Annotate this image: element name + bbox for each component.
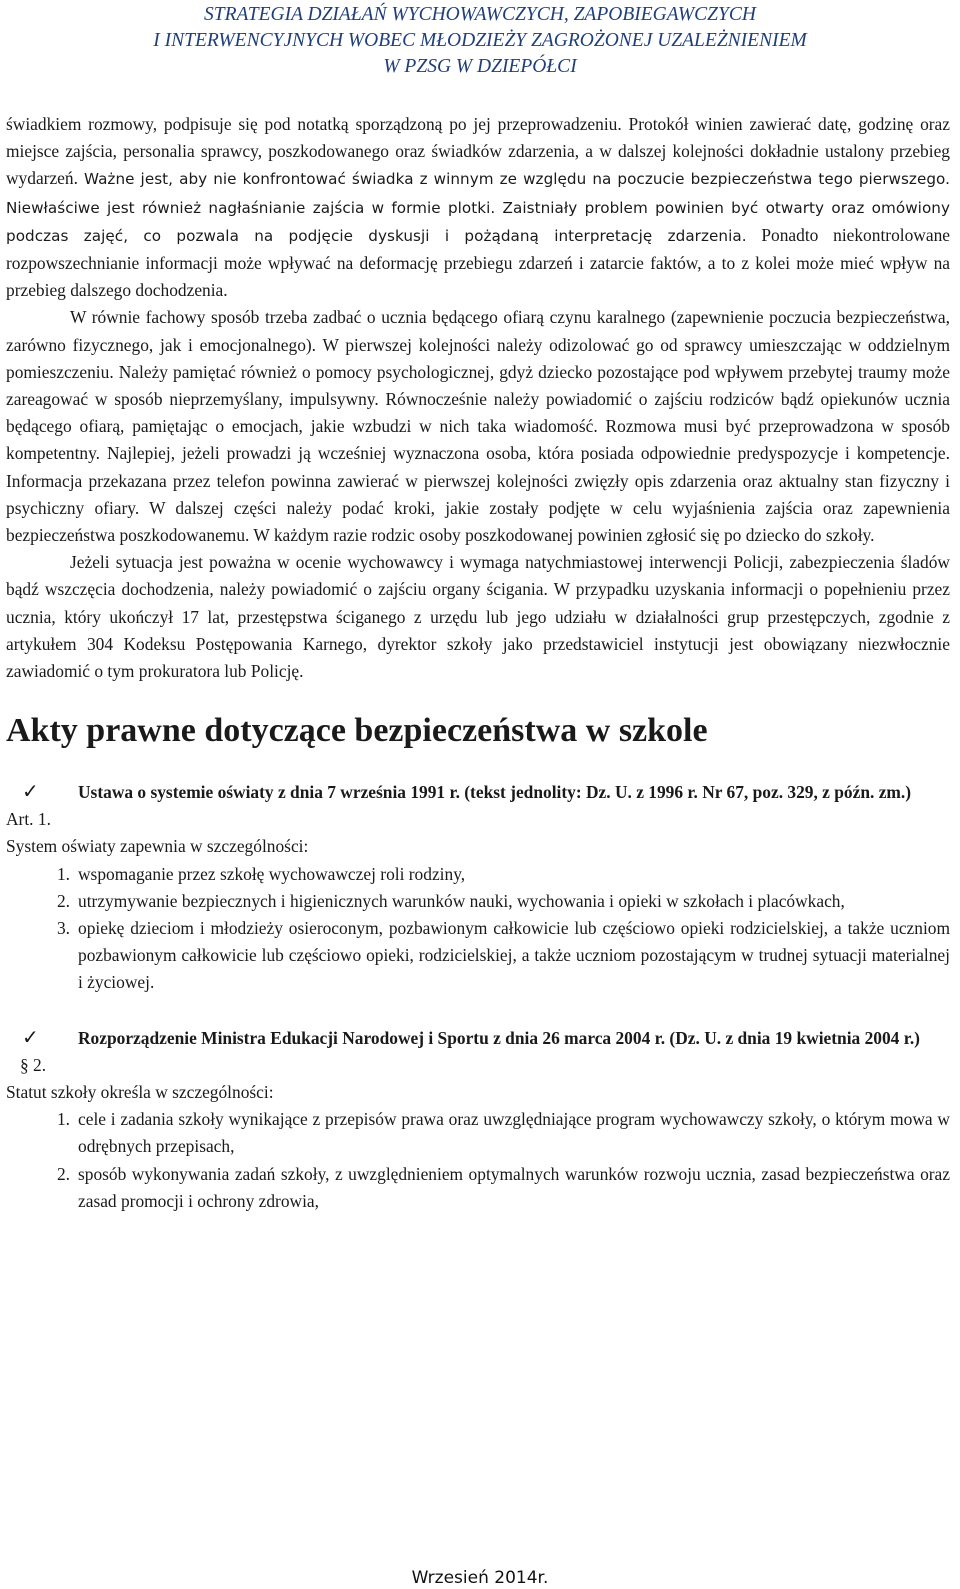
list-item-number: 3. <box>56 918 70 939</box>
paragraph-1-part-b: Ważne jest, aby nie konfrontować świadka z winnym ze względu na poczucie bezpieczeństwa tego pierwszego. Niewłaściwe jest również nagłaśnianie zajścia w formie plotki. Zaistniały problem powinien być otwarty oraz omówiony podczas zajęć, co pozwala na podjęcie dyskusji i pożądaną interpretację zdarzenia. <box>6 170 950 245</box>
list-item-number: 2. <box>56 890 70 911</box>
paragraph-3: Jeżeli sytuacja jest poważna w ocenie wychowawcy i wymaga natychmiastowej interwencji Policji, zabezpieczenia śladów bądź wszczęcia dochodzenia, należy powiadomić o zajściu organy ścigania. W przypadku uzyskania informacji o popełnieniu przez ucznia, który ukończył 17 lat, przestępstwa ściganego z urzędu lub jego udziału w działalności grup przestępczych, zgodnie z artykułem 304 Kodeksu Postępowania Karnego, dyrektor szkoły jako przedstawiciel instytucji jest obowiązany niezwłocznie zawiadomić o tym prokuratora lub Policję. <box>6 552 950 682</box>
list-item-text: wspomaganie przez szkołę wychowawczej roli rodziny, <box>78 863 466 884</box>
act-1-intro: System oświaty zapewnia w szczególności: <box>6 836 309 857</box>
paragraph-1-part-c: Ponadto niekontrolowane rozpowszechnianie informacji może wpływać na deformację przebiegu zdarzeń i zatarcie faktów, a to z kolei może mieć wpływ na przebieg dalszego dochodzenia. <box>6 224 950 301</box>
list-item <box>6 861 950 888</box>
act-2-list <box>6 1106 950 1215</box>
list-item-text: sposób wykonywania zadań szkoły, z uwzględnieniem optymalnych warunków rozwoju ucznia, zasad bezpieczeństwa oraz zasad promocji i ochrony zdrowia, <box>78 1163 950 1211</box>
header-line-1: STRATEGIA DZIAŁAŃ WYCHOWAWCZYCH, ZAPOBIEGAWCZYCH <box>204 4 756 25</box>
list-item <box>6 1106 950 1160</box>
list-item-number: 1. <box>56 863 70 884</box>
act-1-article: Art. 1. <box>6 809 51 830</box>
act-1-list <box>6 861 950 997</box>
document-header <box>0 2 960 80</box>
act-1-title: Ustawa o systemie oświaty z dnia 7 września 1991 r. (tekst jednolity: Dz. U. z 1996 r. Nr 67, poz. 329, z późn. zm.) <box>78 782 912 803</box>
list-item-text: cele i zadania szkoły wynikające z przepisów prawa oraz uwzględniające program wychowawczy szkoły, o którym mowa w odrębnych przepisach, <box>78 1109 950 1157</box>
list-item <box>6 915 950 997</box>
header-line-3: W PZSG W DZIEPÓŁCI <box>383 56 577 77</box>
list-item-text: utrzymywanie bezpiecznych i higienicznych warunków nauki, wychowania i opieki w szkołach i placówkach, <box>78 890 845 911</box>
page-footer-date: Wrzesień 2014r. <box>411 1568 549 1588</box>
list-item-number: 1. <box>56 1109 70 1130</box>
section-title: Akty prawne dotyczące bezpieczeństwa w szkole <box>6 712 708 750</box>
list-item-text: opiekę dzieciom i młodzieży osieroconym, pozbawionym całkowicie lub częściowo opieki rodzicielskiej, a także uczniom pozbawionym całkowicie lub częściowo opieki, rodzicielskiej, a także uczniom pozostającym w trudnej sytuacji materialnej i życiowej. <box>78 918 950 993</box>
checkmark-icon: ✓ <box>22 781 39 804</box>
header-line-2: I INTERWENCYJNYCH WOBEC MŁODZIEŻY ZAGROŻONEJ UZALEŻNIENIEM <box>153 30 807 51</box>
act-2-section: § 2. <box>20 1054 47 1075</box>
act-2-heading <box>6 1025 950 1052</box>
paragraph-1-part-a: świadkiem rozmowy, podpisuje się pod notatką sporządzoną po jej przeprowadzeniu. Protokół winien zawierać datę, godzinę oraz miejsce zajścia, personalia sprawcy, poszkodowanego oraz świadków zdarzenia, a w dalszej kolejności dokładnie ustalony przebieg wydarzeń. <box>6 114 950 189</box>
checkmark-icon: ✓ <box>22 1026 39 1049</box>
act-1-heading <box>6 779 950 806</box>
act-2-intro: Statut szkoły określa w szczególności: <box>6 1081 274 1102</box>
paragraph-1 <box>6 111 950 304</box>
list-item <box>6 888 950 915</box>
list-item <box>6 1161 950 1215</box>
paragraph-2: W równie fachowy sposób trzeba zadbać o ucznia będącego ofiarą czynu karalnego (zapewnienie poczucia bezpieczeństwa, zarówno fizycznego, jak i emocjonalnego). W pierwszej kolejności należy odizolować go od sprawcy umieszczając w oddzielnym pomieszczeniu. Należy pamiętać również o pomocy psychologicznej, gdyż dziecko pozostające pod wpływem przebytej traumy może zareagować w sposób nieprzemyślany, impulsywny. Równocześnie należy powiadomić o zajściu rodziców bądź opiekunów ucznia będącego ofiarą, pamiętając o emocjach, jakie wzbudzi w nich taka wiadomość. Rozmowa musi być przeprowadzona w sposób kompetentny. Najlepiej, jeżeli prowadzi ją wcześniej wyznaczona osoba, która posiada odpowiednie predyspozycje i kompetencje. Informacja przekazana przez telefon powinna zawierać w pierwszej kolejności zwięzły opis zdarzenia oraz aktualny stan fizyczny i psychiczny ofiary. W dalszej części należy podać kroki, jakie zostały podjęte w celu wyjaśnienia zajścia oraz zapewnienia bezpieczeństwa poszkodowanemu. W każdym razie rodzic osoby poszkodowanej powinien zgłosić się po dziecko do szkoły. <box>6 307 950 546</box>
document-body <box>6 111 950 1215</box>
list-item-number: 2. <box>56 1163 70 1184</box>
act-2-title: Rozporządzenie Ministra Edukacji Narodowej i Sportu z dnia 26 marca 2004 r. (Dz. U. z dnia 19 kwietnia 2004 r.) <box>78 1027 920 1048</box>
